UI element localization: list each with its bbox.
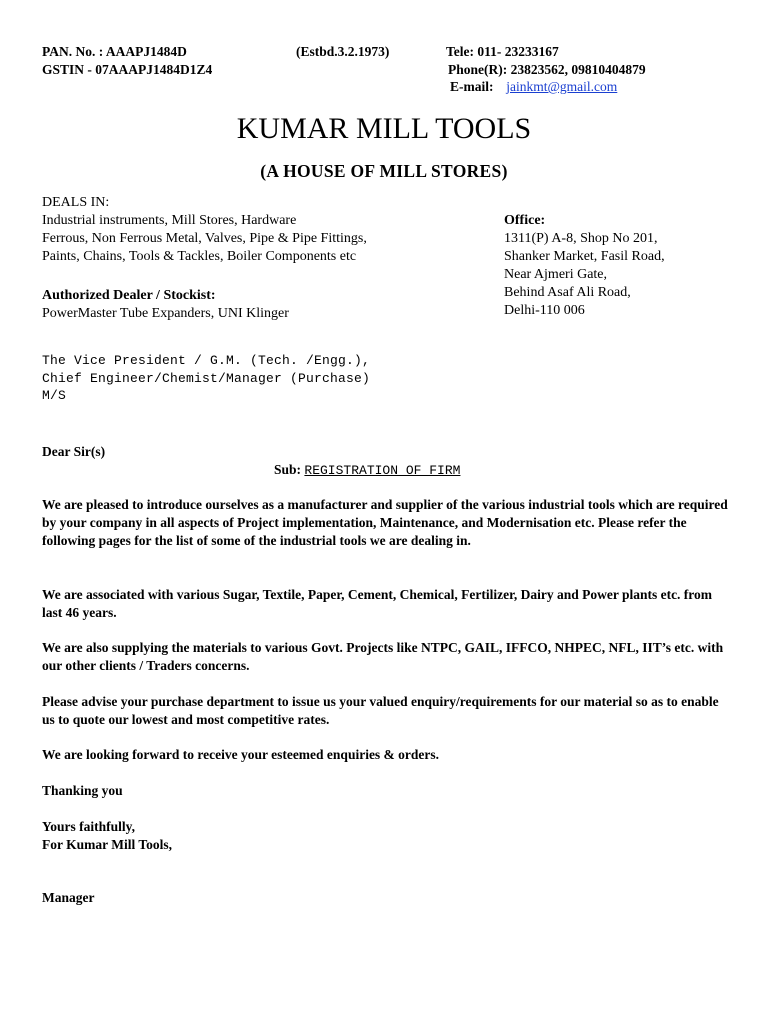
deals-line: Paints, Chains, Tools & Tackles, Boiler Components etc (42, 249, 357, 264)
body-paragraph: Please advise your purchase department to issue us your valued enquiry/requirements for our material so as to enable us to quote our lowest and most competitive rates. (42, 694, 719, 727)
email-label: E-mail: (450, 79, 494, 94)
office-line: Behind Asaf Ali Road, (504, 285, 631, 300)
office-heading: Office: (504, 213, 546, 228)
body-paragraph: We are also supplying the materials to various Govt. Projects like NTPC, GAIL, IFFCO, NHPEC, NFL, IIT’s etc. with our other clients / Traders concerns. (42, 640, 724, 673)
company-name: KUMAR MILL TOOLS (236, 112, 532, 145)
phone-residence: Phone(R): 23823562, 09810404879 (448, 62, 646, 77)
body-paragraph: We are associated with various Sugar, Textile, Paper, Cement, Chemical, Fertilizer, Dairy and Power plants etc. from last 46 years. (42, 587, 713, 620)
office-line: Delhi-110 006 (504, 303, 585, 318)
gstin-number: GSTIN - 07AAAPJ1484D1Z4 (42, 62, 213, 77)
deals-line: Industrial instruments, Mill Stores, Hardware (42, 213, 297, 228)
dealer-text: PowerMaster Tube Expanders, UNI Klinger (42, 306, 289, 321)
company-tagline: (A HOUSE OF MILL STORES) (260, 161, 508, 181)
office-line: Near Ajmeri Gate, (504, 267, 608, 282)
dealer-heading: Authorized Dealer / Stockist: (42, 288, 216, 303)
salutation: Dear Sir(s) (42, 444, 106, 459)
body-paragraph: We are pleased to introduce ourselves as a manufacturer and supplier of the various industrial tools which are required by your company in all aspects of Project implementation, Maintenance, and Modernisation etc. Please refer the following pages for the list of some of the industrial tools we are dealing in. (42, 497, 728, 548)
recipient-line: Chief Engineer/Chemist/Manager (Purchase) (42, 371, 371, 386)
deals-heading: DEALS IN: (42, 195, 110, 210)
deals-line: Ferrous, Non Ferrous Metal, Valves, Pipe & Pipe Fittings, (42, 231, 367, 246)
signatory: Manager (42, 890, 95, 905)
telephone: Tele: 011- 23233167 (446, 44, 559, 59)
closing-line: Yours faithfully, (42, 819, 136, 834)
office-line: Shanker Market, Fasil Road, (504, 249, 665, 264)
subject-line (274, 461, 460, 480)
subject-label: Sub: (274, 462, 302, 477)
recipient-line: The Vice President / G.M. (Tech. /Engg.), (42, 353, 371, 368)
thanks-line: Thanking you (42, 783, 123, 798)
subject-value: REGISTRATION OF FIRM (304, 463, 461, 478)
recipient-line: M/S (42, 388, 67, 403)
established-date: (Estbd.3.2.1973) (296, 44, 390, 59)
email-row (450, 78, 617, 96)
closing-line: For Kumar Mill Tools, (42, 837, 173, 852)
pan-number: PAN. No. : AAAPJ1484D (42, 44, 187, 59)
email-link[interactable]: jainkmt@gmail.com (506, 79, 618, 94)
office-line: 1311(P) A-8, Shop No 201, (504, 231, 658, 246)
body-paragraph: We are looking forward to receive your esteemed enquiries & orders. (42, 747, 440, 762)
